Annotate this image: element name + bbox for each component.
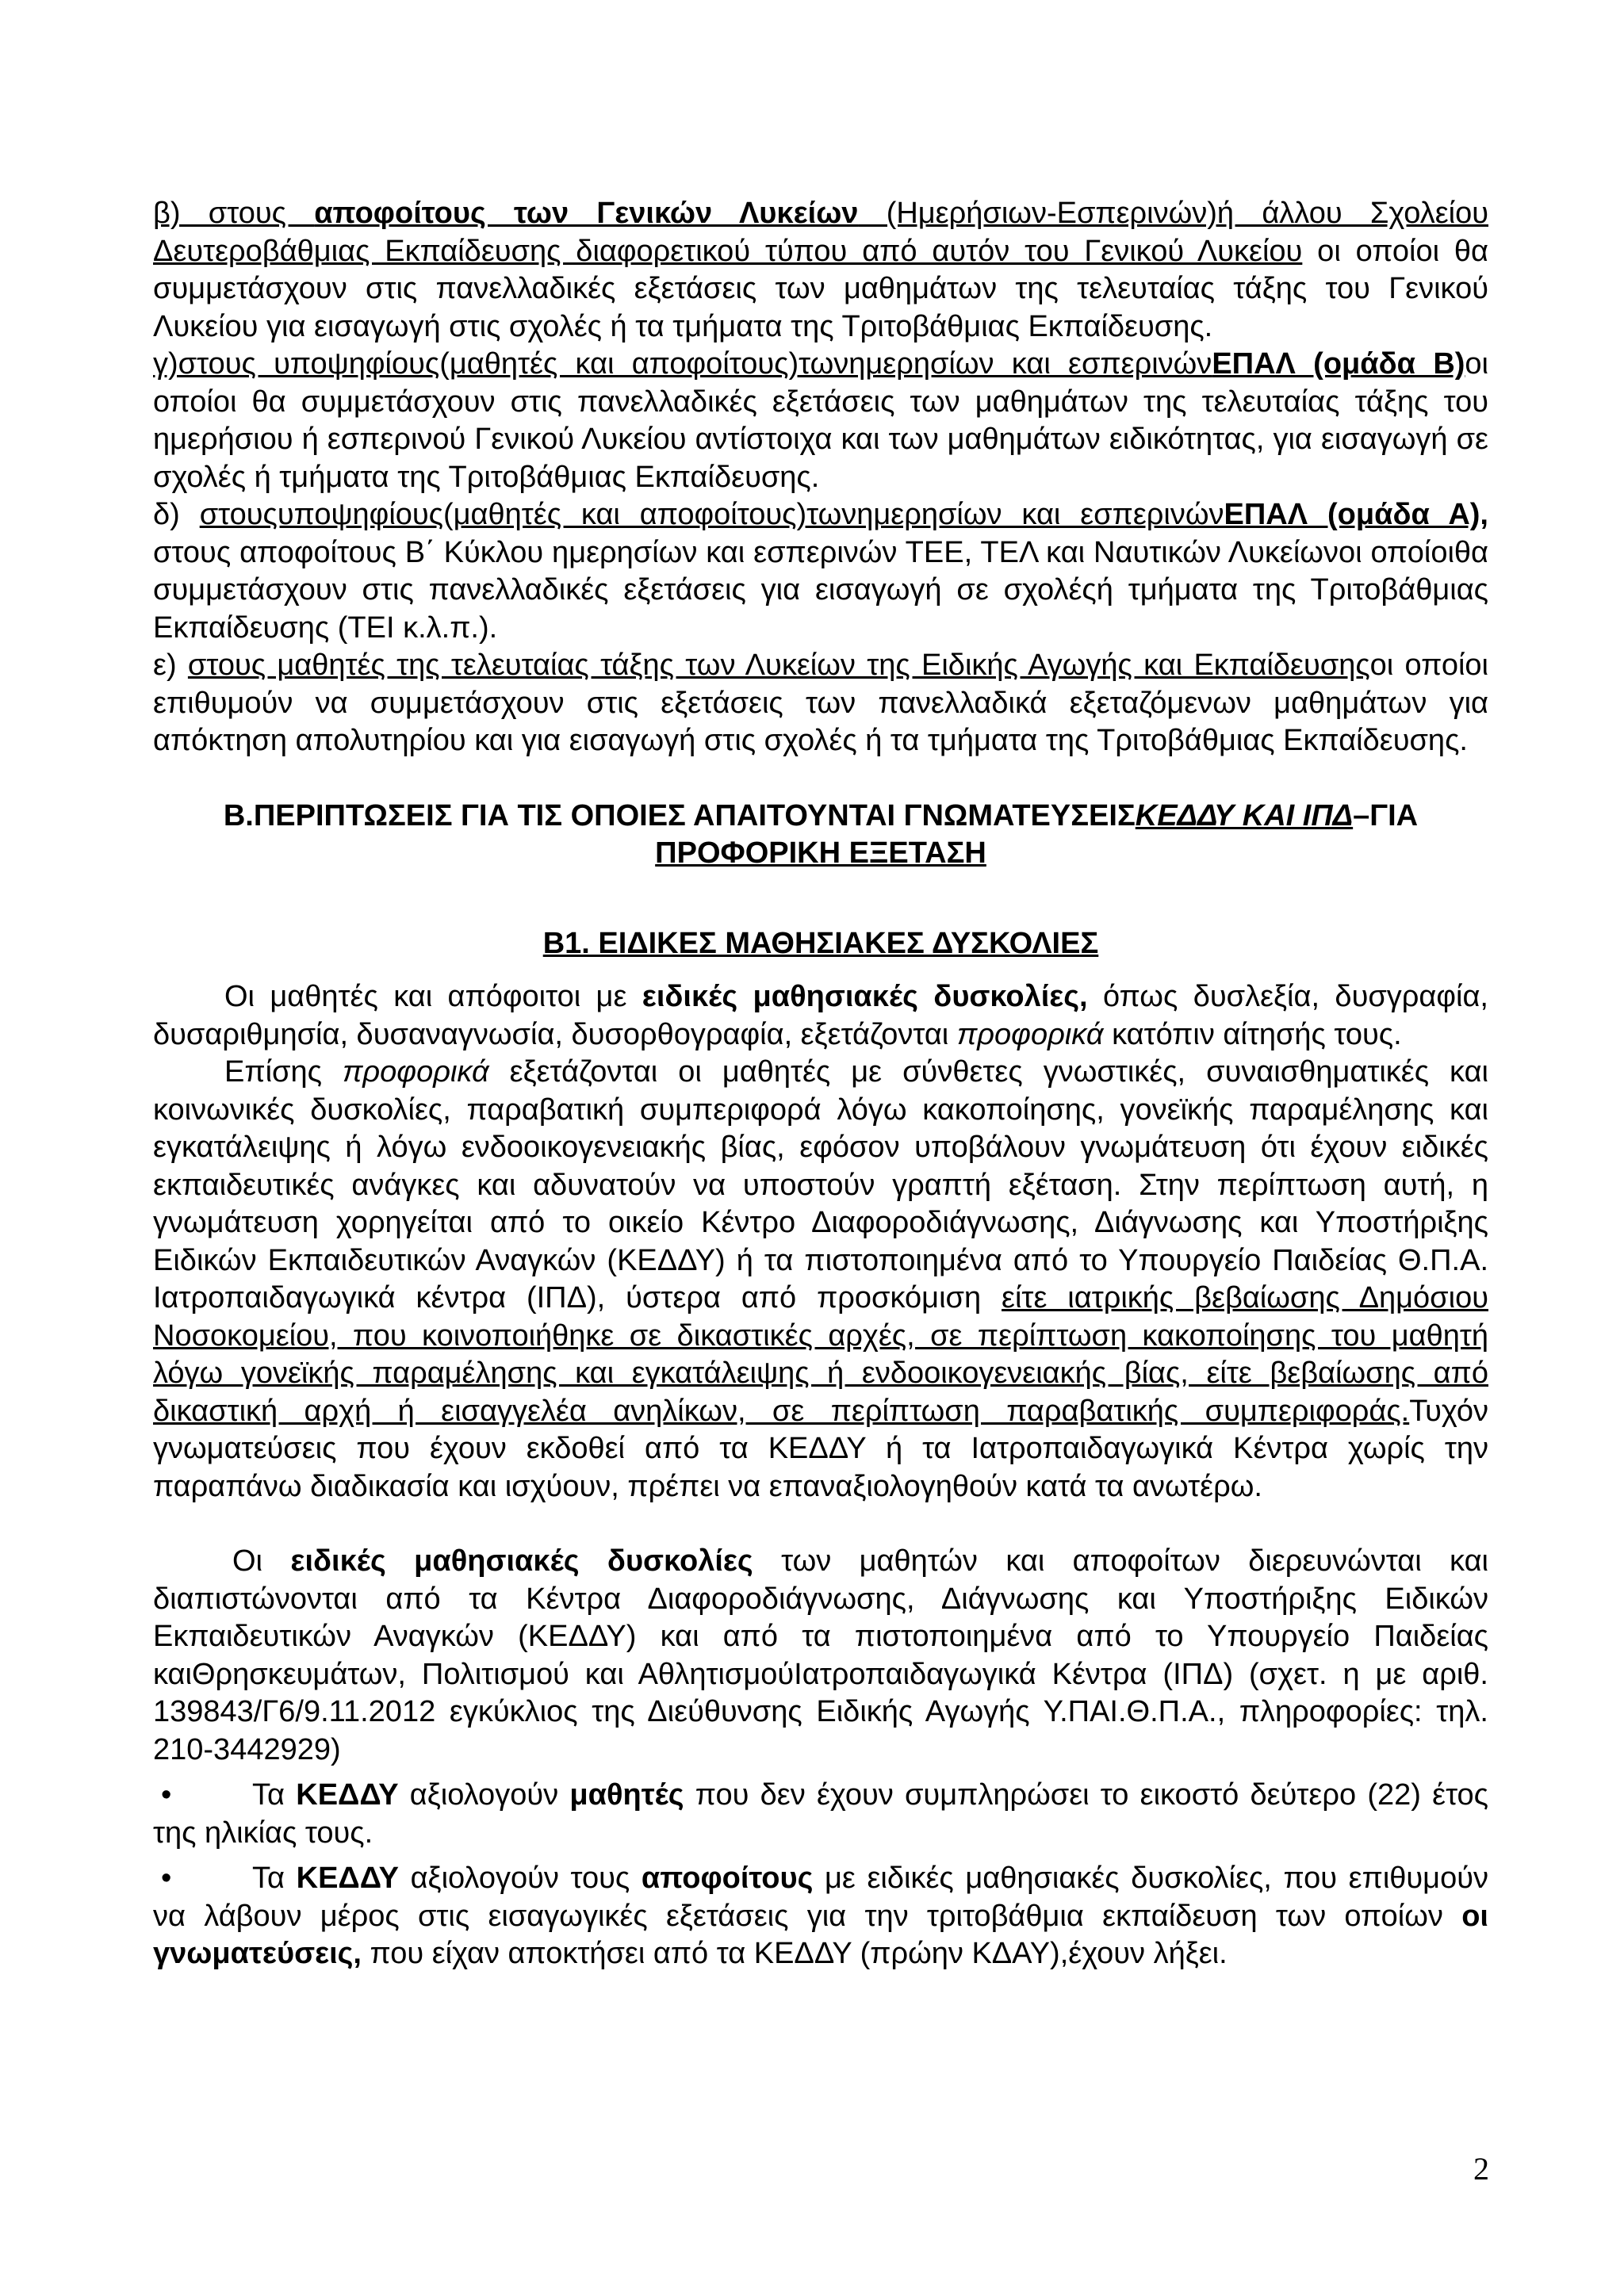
paragraph-b bbox=[153, 195, 1488, 346]
para-b-prefix: β) στους bbox=[153, 197, 315, 230]
para-b-text: οι οποίοι θα συμμετάσχουν στις πανελλαδικές εξετάσεις των μαθημάτων της τελευταίας τάξης του Γενικού Λυκείου για εισαγωγή στις σχολές ή τα τμήματα της Τριτοβάθμιας Εκπαίδευσης. bbox=[153, 234, 1488, 343]
para-b-bold: αποφοίτους των Γενικών Λυκείων bbox=[314, 197, 859, 230]
para-b-underlined: (Ημερήσιων-Εσπερινών)ή άλλου Σχολείου Δευτεροβάθμιας Εκπαίδευσης διαφορετικού τύπου από αυτόν του Γενικού Λυκείου bbox=[153, 197, 1489, 268]
para-1-post: κατόπιν αίτησής τους. bbox=[1103, 1017, 1402, 1051]
para-3-text: Οι bbox=[232, 1544, 291, 1578]
paragraph-1 bbox=[153, 978, 1488, 1054]
paragraph-2 bbox=[153, 1054, 1488, 1506]
para-d-prefix: δ) bbox=[153, 498, 200, 531]
spacer bbox=[153, 1852, 1488, 1860]
heading-b-line2: ΠΡΟΦΟΡΙΚΗ ΕΞΕΤΑΣΗ bbox=[655, 836, 986, 870]
bullet-2-text: Τα bbox=[252, 1862, 297, 1895]
heading-b-suffix: –ΓΙΑ bbox=[1353, 798, 1419, 832]
spacer bbox=[153, 962, 1488, 978]
section-heading-b bbox=[153, 798, 1488, 873]
bullet-item bbox=[153, 1777, 1488, 1852]
paragraph-3 bbox=[153, 1543, 1488, 1769]
spacer bbox=[153, 760, 1488, 798]
para-2-text: Επίσης bbox=[224, 1055, 343, 1089]
bullet-1-mid: αξιολογούν bbox=[398, 1778, 570, 1812]
bullet-2-mid: αξιολογούν τους bbox=[398, 1862, 642, 1895]
bullet-2-bold2: αποφοίτους bbox=[641, 1862, 814, 1895]
para-3-post: των μαθητών και αποφοίτων διερευνώνται και διαπιστώνονται από τα Κέντρα Διαφοροδιάγνωσης, Διάγνωσης και Υποστήριξης Ειδικών Εκπαιδευτικών Αναγκών (ΚΕΔΔΥ) και από τα πιστοποιημένα από το Υπουργείο Παιδείας καιΘρησκευμάτων, Πολιτισμού και ΑθλητισμούΙατροπαιδαγωγικά Κέντρα (ΙΠΔ) (σχετ. η με αριθ. 139843/Γ6/9.11.2012 εγκύκλιος της Διεύθυνσης Ειδικής Αγωγής Υ.ΠΑΙ.Θ.Π.Α., πληροφορίες: τηλ. 210-3442929) bbox=[153, 1544, 1489, 1766]
para-c-underlined: γ)στους υποψηφίους(μαθητές και αποφοίτους)τωνημερησίων και εσπερινών bbox=[153, 347, 1212, 381]
para-d-text: στους αποφοίτους Β΄ Κύκλου ημερησίων και εσπερινών ΤΕΕ, ΤΕΛ και Ναυτικών Λυκείωνοι οποίοιθα συμμετάσχουν στις πανελλαδικές εξετάσεις για εισαγωγή σε σχολέςή τμήματα της Τριτοβάθμιας Εκπαίδευσης (ΤΕΙ κ.λ.π.). bbox=[153, 535, 1488, 645]
bullet-1-bold: ΚΕΔΔΥ bbox=[296, 1778, 399, 1812]
para-1-text: Οι μαθητές και απόφοιτοι με bbox=[224, 980, 642, 1013]
bullet-item bbox=[153, 1860, 1488, 1973]
bullet-2-bold: ΚΕΔΔΥ bbox=[296, 1862, 399, 1895]
para-e-text: οι οποίοι επιθυμούν να συμμετάσχουν στις εξετάσεις των πανελλαδικά εξεταζόμενων μαθημάτων για απόκτηση απολυτηρίου και για εισαγωγή στις σχολές ή τα τμήματα της Τριτοβάθμιας Εκπαίδευσης. bbox=[153, 649, 1488, 757]
para-d-bold: ΕΠΑΛ (ομάδα Α), bbox=[1224, 498, 1488, 531]
para-2-post: Τυχόν γνωματεύσεις που έχουν εκδοθεί από τα ΚΕΔΔΥ ή τα Ιατροπαιδαγωγικά Κέντρα χωρίς την παραπάνω διαδικασία και ισχύουν, πρέπει να επαναξιολογηθούν κατά τα ανωτέρω. bbox=[153, 1394, 1488, 1503]
bullet-2-mid2: με ειδικές μαθησιακές δυσκολίες, που επιθυμούν να λάβουν μέρος στις εισαγωγικές εξετάσεις για την τριτοβάθμια εκπαίδευση των οποίων bbox=[153, 1862, 1488, 1933]
bullet-dot: • bbox=[161, 1862, 172, 1895]
section-heading-b1 bbox=[153, 925, 1488, 963]
heading-b-text: Β.ΠΕΡΙΠΤΩΣΕΙΣ ΓΙΑ ΤΙΣ ΟΠΟΙΕΣ ΑΠΑΙΤΟΥΝΤΑΙ ΓΝΩΜΑΤΕΥΣΕΙΣ bbox=[223, 798, 1136, 832]
heading-b-italic: ΚΕΔΔΥ ΚΑΙ ΙΠΔ bbox=[1135, 798, 1354, 832]
para-c-bold: ΕΠΑΛ (ομάδα Β) bbox=[1212, 347, 1465, 381]
paragraph-e bbox=[153, 647, 1488, 760]
para-2-italic: προφορικά bbox=[342, 1055, 489, 1089]
heading-b1-text: Β1. ΕΙΔΙΚΕΣ ΜΑΘΗΣΙΑΚΕΣ ΔΥΣΚΟΛΙΕΣ bbox=[542, 926, 1099, 960]
para-e-prefix: ε) bbox=[153, 649, 188, 682]
bullet-dot: • bbox=[161, 1778, 172, 1812]
para-c-text: οι οποίοι θα συμμετάσχουν στις πανελλαδικές εξετάσεις των μαθημάτων της τελευταίας τάξης του ημερήσιου ή εσπερινού Γενικού Λυκείου αντίστοιχα και των μαθημάτων ειδικότητας, για εισαγωγή σε σχολές ή τμήματα της Τριτοβάθμιας Εκπαίδευσης. bbox=[153, 347, 1488, 494]
bullet-2-bold3: οι γνωματεύσεις, bbox=[153, 1899, 1488, 1970]
spacer bbox=[153, 873, 1488, 925]
paragraph-d bbox=[153, 496, 1488, 647]
para-1-mid: όπως δυσλεξία, δυσγραφία, δυσαριθμησία, δυσαναγνωσία, δυσορθογραφία, εξετάζονται bbox=[153, 980, 1488, 1051]
para-2-mid: εξετάζονται οι μαθητές με σύνθετες γνωστικές, συναισθηματικές και κοινωνικές δυσκολίες, παραβατική συμπεριφορά λόγω κακοποίησης, γονεϊκής παραμέλησης και εγκατάλειψης ή λόγω ενδοοικογενειακής βίας, εφόσον υποβάλουν γνωμάτευση ότι έχουν ειδικές εκπαιδευτικές ανάγκες και αδυνατούν να υποστούν γραπτή εξέταση. Στην περίπτωση αυτή, η γνωμάτευση χορηγείται από το οικείο Κέντρο Διαφοροδιάγνωσης, Διάγνωσης και Υποστήριξης Ειδικών Εκπαιδευτικών Αναγκών (ΚΕΔΔΥ) ή τα πιστοποιημένα από το Υπουργείο Παιδείας Θ.Π.Α. Ιατροπαιδαγωγικά κέντρα (ΙΠΔ), ύστερα από προσκόμιση bbox=[153, 1055, 1488, 1314]
bullet-2-post: που είχαν αποκτήσει από τα ΚΕΔΔΥ (πρώην ΚΔΑΥ),έχουν λήξει. bbox=[362, 1937, 1228, 1970]
bullet-1-post: που δεν έχουν συμπληρώσει το εικοστό δεύτερο (22) έτος της ηλικίας τους. bbox=[153, 1778, 1488, 1850]
bullet-1-text: Τα bbox=[252, 1778, 297, 1812]
para-d-underlined: στουςυποψηφίους(μαθητές και αποφοίτους)τωνημερησίων και εσπερινών bbox=[199, 498, 1224, 531]
paragraph-c bbox=[153, 346, 1488, 496]
para-1-italic: προφορικά bbox=[956, 1017, 1104, 1051]
document-body bbox=[153, 195, 1488, 1973]
spacer bbox=[153, 1769, 1488, 1777]
para-2-underlined: είτε ιατρικής βεβαίωσης Δημόσιου Νοσοκομείου, που κοινοποιήθηκε σε δικαστικές αρχές, σε περίπτωση κακοποίησης του μαθητή λόγω γονεϊκής παραμέλησης και εγκατάλειψης ή ενδοοικογενειακής βίας, είτε βεβαίωσης από δικαστική αρχή ή εισαγγελέα ανηλίκων, σε περίπτωση παραβατικής συμπεριφοράς. bbox=[153, 1281, 1488, 1428]
para-3-bold: ειδικές μαθησιακές δυσκολίες bbox=[290, 1544, 753, 1578]
bullet-1-bold2: μαθητές bbox=[569, 1778, 684, 1812]
spacer bbox=[153, 1506, 1488, 1543]
para-1-bold: ειδικές μαθησιακές δυσκολίες, bbox=[642, 980, 1088, 1013]
para-e-underlined: στους μαθητές της τελευταίας τάξης των Λυκείων της Ειδικής Αγωγής και Εκπαίδευσης bbox=[187, 649, 1370, 682]
page-number: 2 bbox=[1473, 2151, 1489, 2187]
